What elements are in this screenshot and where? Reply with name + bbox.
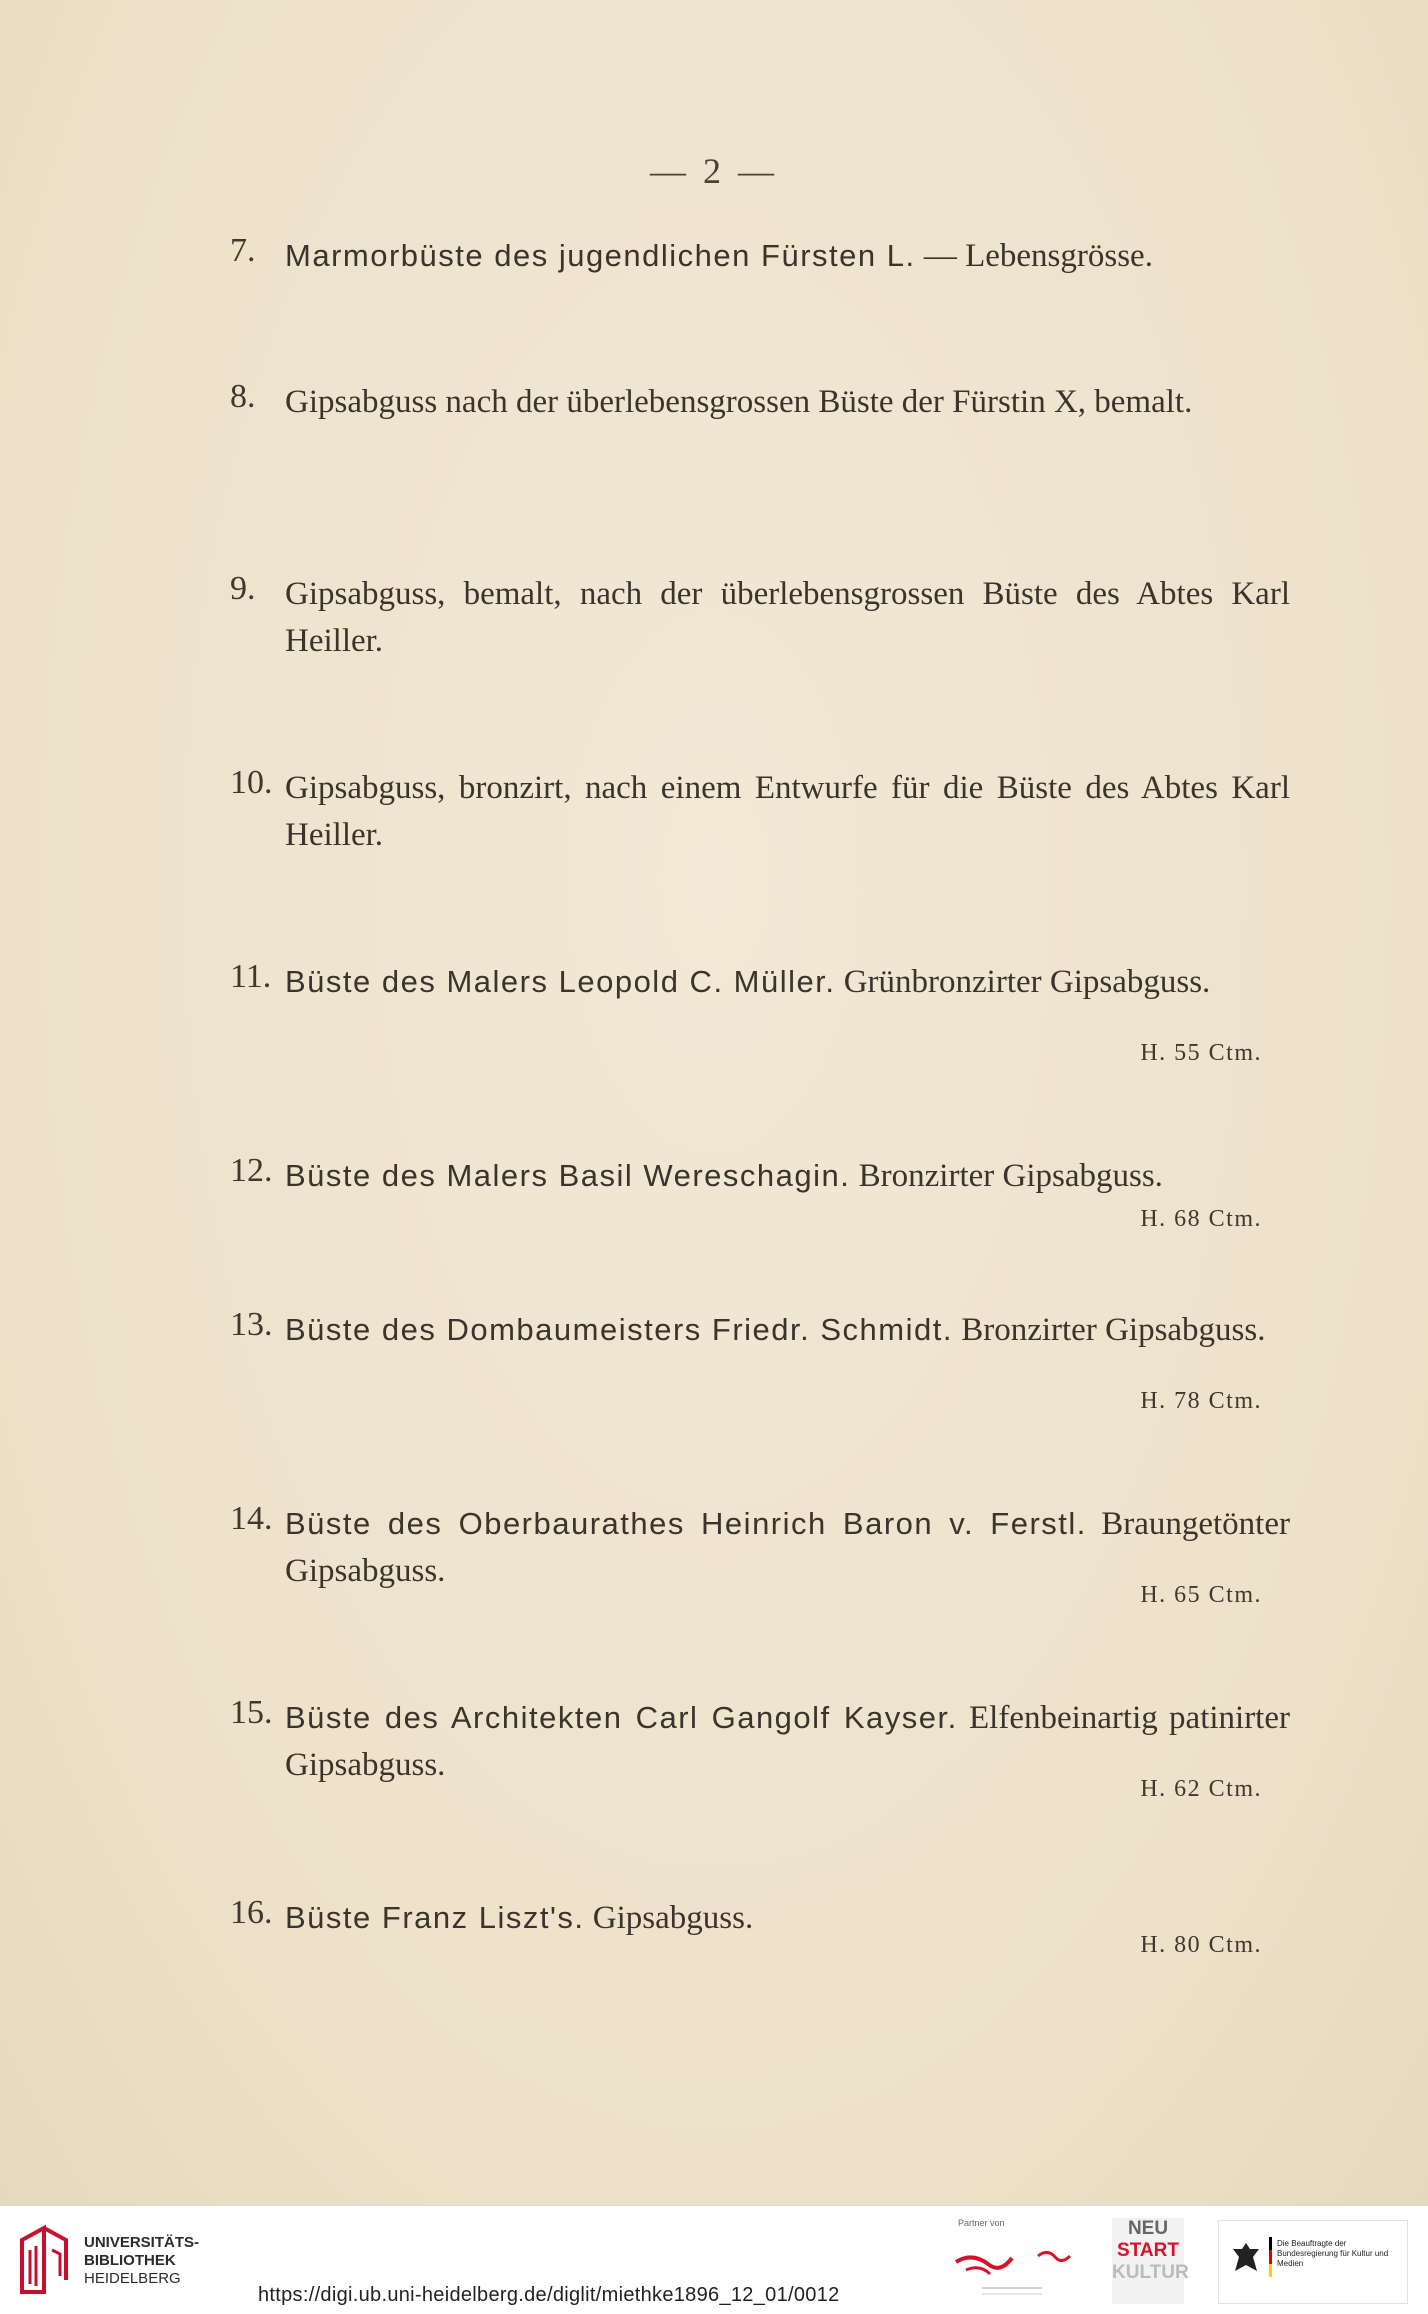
entry-number: 13. — [230, 1306, 273, 1343]
entry-title: Büste des Dombaumeisters Friedr. Schmidt. — [285, 1312, 953, 1347]
neustart-kultur-logo: NEU START KULTUR — [1112, 2218, 1184, 2304]
entry-number: 14. — [230, 1500, 273, 1537]
catalog-entry-11 — [230, 958, 1290, 1066]
catalog-entry-8 — [230, 378, 1290, 426]
entry-description: Gipsabguss, bemalt, nach der überlebensgrossen Büste des Abtes Karl Heiller. — [285, 576, 1290, 659]
entry-description: Braungetönter Gipsabguss. — [285, 1506, 1290, 1589]
entry-number: 11. — [230, 958, 272, 995]
catalog-entry-14 — [230, 1500, 1290, 1608]
entry-height: H. 78 Ctm. — [1140, 1388, 1262, 1414]
entry-number: 15. — [230, 1694, 273, 1731]
entry-text — [285, 1152, 1290, 1200]
entry-title: Marmorbüste des jugendlichen Fürsten L. — [285, 238, 916, 273]
federal-eagle-icon — [1231, 2241, 1261, 2275]
entry-text — [285, 1500, 1290, 1595]
partner-label: Partner von — [958, 2218, 1005, 2228]
entry-text — [285, 1306, 1290, 1354]
federal-commissioner-text: Die Beauftragte der Bundesregierung für Kultur und Medien — [1277, 2239, 1389, 2268]
entry-description: Bronzirter Gipsabguss. — [850, 1158, 1163, 1194]
entry-number: 8. — [230, 378, 256, 415]
entry-description: Bronzirter Gipsabguss. — [952, 1312, 1266, 1348]
entry-height: H. 62 Ctm. — [1140, 1776, 1262, 1802]
entry-description: Elfenbeinartig patinirter Gipsabguss. — [285, 1700, 1290, 1783]
entry-height: H. 55 Ctm. — [1140, 1040, 1262, 1066]
entry-description: Gipsabguss. — [584, 1900, 754, 1936]
entry-number: 12. — [230, 1152, 273, 1189]
entry-description: Gipsabguss nach der überlebensgrossen Büste der Fürstin X, bemalt. — [285, 384, 1193, 420]
entry-text — [285, 378, 1290, 426]
entry-height: H. 65 Ctm. — [1140, 1582, 1262, 1608]
entry-text — [285, 1894, 1290, 1942]
entry-title: Büste des Oberbaurathes Heinrich Baron v. Ferstl. — [285, 1506, 1087, 1541]
catalog-entry-16 — [230, 1894, 1290, 1958]
entry-text — [285, 232, 1290, 280]
entry-description: Grünbronzirter Gipsabguss. — [835, 964, 1211, 1000]
catalog-entry-15 — [230, 1694, 1290, 1802]
entry-text — [285, 958, 1290, 1006]
catalog-entry-10 — [230, 764, 1290, 859]
library-name: UNIVERSITÄTS- BIBLIOTHEK HEIDELBERG — [84, 2234, 200, 2287]
page-number: — 2 — — [650, 151, 778, 191]
catalog-entry-12 — [230, 1152, 1290, 1232]
entry-number: 16. — [230, 1894, 273, 1931]
entry-number: 7. — [230, 232, 256, 269]
entry-title: Büste des Malers Leopold C. Müller. — [285, 964, 836, 999]
entry-title: Büste des Architekten Carl Gangolf Kayser. — [285, 1700, 958, 1735]
catalog-entry-9 — [230, 570, 1290, 665]
entry-text — [285, 1694, 1290, 1789]
entry-title: Büste Franz Liszt's. — [285, 1900, 585, 1935]
viewer-footer — [0, 2205, 1428, 2314]
university-library-logo-icon — [14, 2220, 76, 2300]
entry-number: 10. — [230, 764, 273, 801]
entry-height: H. 68 Ctm. — [1140, 1206, 1262, 1232]
catalog-entry-13 — [230, 1306, 1290, 1414]
entry-height: H. 80 Ctm. — [1140, 1932, 1262, 1958]
entry-number: 9. — [230, 570, 256, 607]
partner-bird-logo-icon — [952, 2234, 1072, 2304]
entry-text — [285, 570, 1290, 665]
entry-text — [285, 764, 1290, 859]
federal-government-logo — [1218, 2220, 1408, 2304]
entry-title: Büste des Malers Basil Wereschagin. — [285, 1158, 851, 1193]
permalink-url[interactable]: https://digi.ub.uni-heidelberg.de/diglit/miethke1896_12_01/0012 — [258, 2284, 840, 2306]
catalog-entry-7 — [230, 232, 1290, 280]
entry-description: Gipsabguss, bronzirt, nach einem Entwurfe für die Büste des Abtes Karl Heiller. — [285, 770, 1290, 853]
entry-description: — Lebensgrösse. — [915, 238, 1153, 274]
flag-bar-icon — [1269, 2237, 1272, 2277]
